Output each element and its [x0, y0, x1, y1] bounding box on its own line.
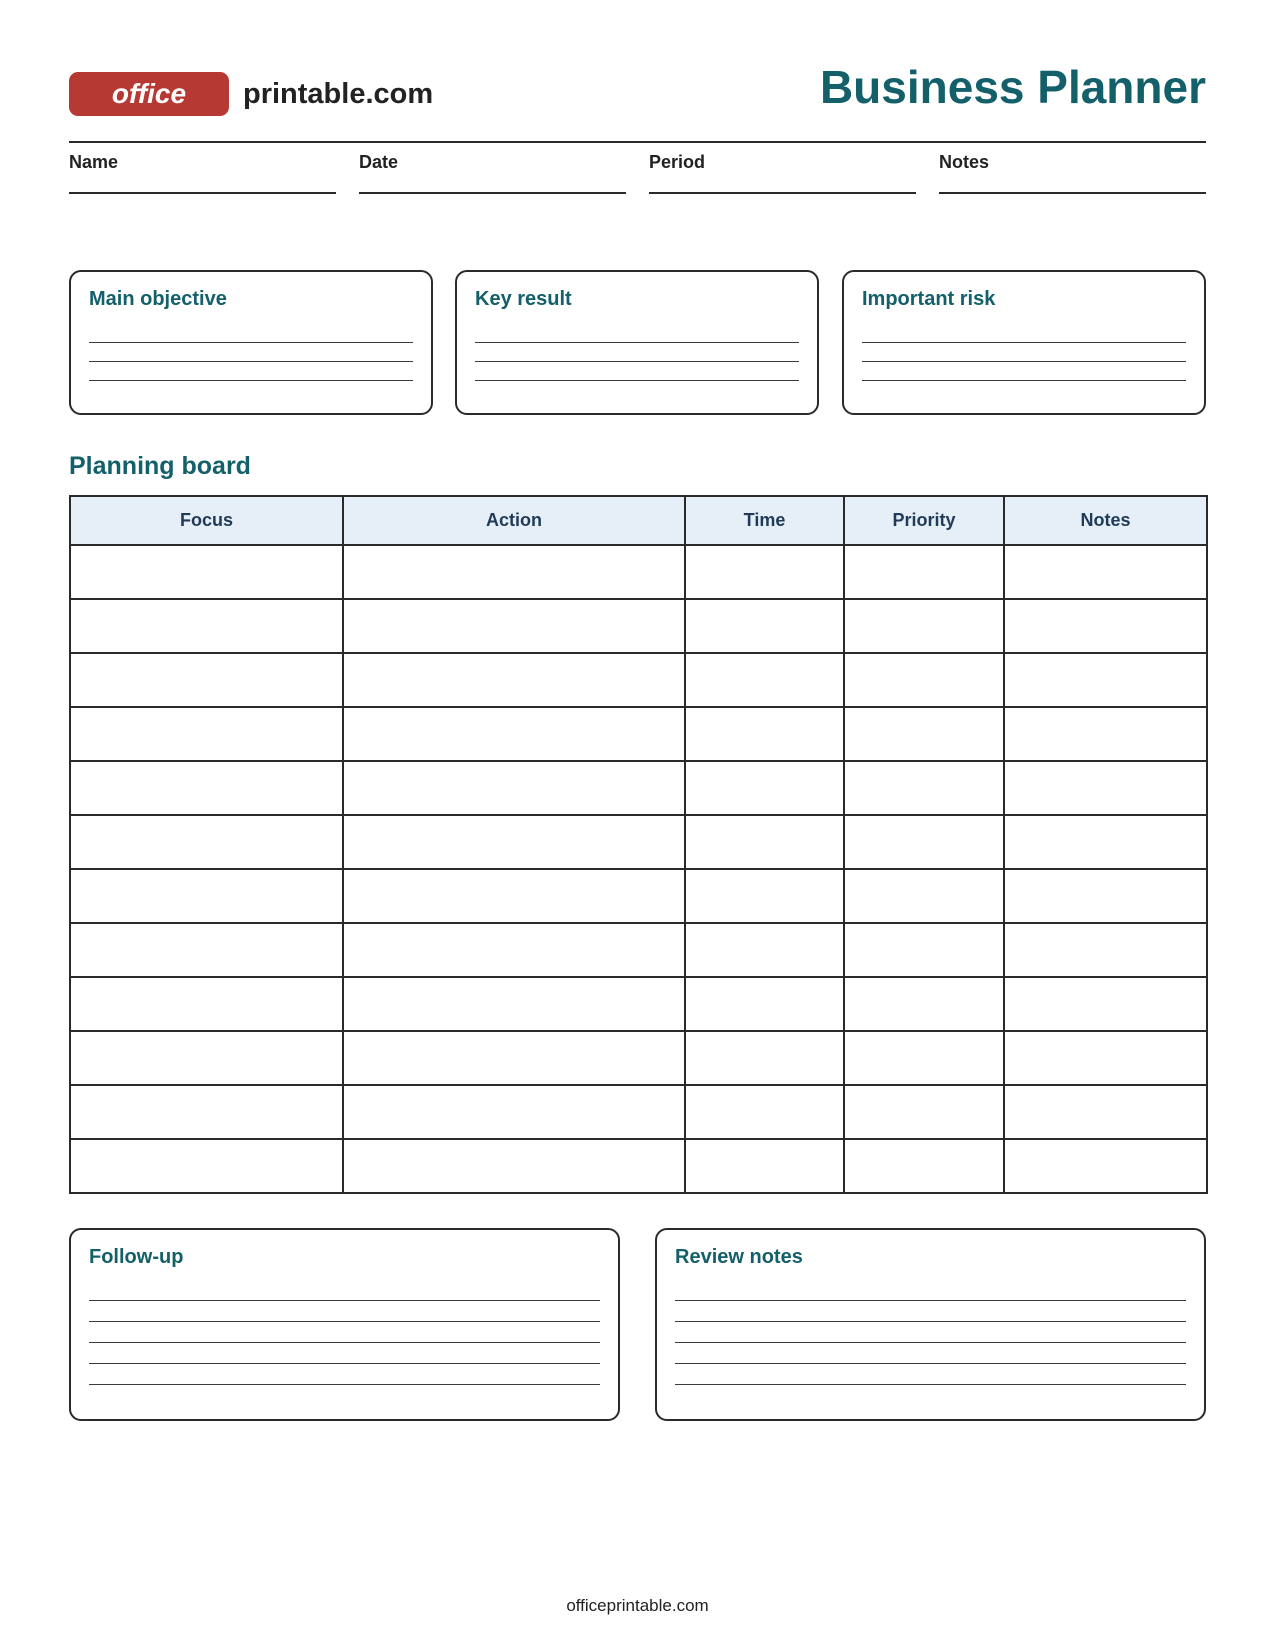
- planning-board-table: [69, 495, 1208, 1194]
- important-risk-title: Important risk: [862, 288, 996, 310]
- table-cell-notes[interactable]: [1004, 1031, 1207, 1085]
- writing-line: [675, 1321, 1186, 1322]
- table-cell-time[interactable]: [685, 653, 844, 707]
- date-field[interactable]: [359, 152, 626, 194]
- table-row: [70, 815, 1207, 869]
- table-cell-action[interactable]: [343, 869, 685, 923]
- table-cell-notes[interactable]: [1004, 653, 1207, 707]
- table-row: [70, 599, 1207, 653]
- table-cell-time[interactable]: [685, 1031, 844, 1085]
- table-row: [70, 1085, 1207, 1139]
- table-cell-notes[interactable]: [1004, 707, 1207, 761]
- column-header-focus: Focus: [70, 496, 343, 545]
- table-cell-time[interactable]: [685, 869, 844, 923]
- table-cell-time[interactable]: [685, 1139, 844, 1193]
- column-header-priority: Priority: [844, 496, 1004, 545]
- important-risk-card[interactable]: [842, 270, 1206, 415]
- page-title: Business Planner: [819, 61, 1206, 113]
- table-cell-priority[interactable]: [844, 869, 1004, 923]
- writing-line: [475, 342, 799, 343]
- notes-field-label: Notes: [939, 152, 990, 172]
- writing-line: [862, 342, 1186, 343]
- table-cell-action[interactable]: [343, 1139, 685, 1193]
- table-cell-action[interactable]: [343, 761, 685, 815]
- table-cell-focus[interactable]: [70, 815, 343, 869]
- table-cell-action[interactable]: [343, 707, 685, 761]
- review-notes-card[interactable]: [655, 1228, 1206, 1421]
- table-cell-priority[interactable]: [844, 545, 1004, 599]
- writing-line: [89, 361, 413, 362]
- table-cell-focus[interactable]: [70, 761, 343, 815]
- table-cell-notes[interactable]: [1004, 599, 1207, 653]
- table-cell-focus[interactable]: [70, 1139, 343, 1193]
- table-cell-focus[interactable]: [70, 653, 343, 707]
- table-row: [70, 869, 1207, 923]
- table-cell-priority[interactable]: [844, 923, 1004, 977]
- table-cell-priority[interactable]: [844, 1085, 1004, 1139]
- writing-line: [475, 361, 799, 362]
- column-header-action: Action: [343, 496, 685, 545]
- writing-line: [89, 1321, 600, 1322]
- table-row: [70, 653, 1207, 707]
- table-row: [70, 977, 1207, 1031]
- table-cell-priority[interactable]: [844, 1139, 1004, 1193]
- writing-line: [89, 1384, 600, 1385]
- table-cell-focus[interactable]: [70, 545, 343, 599]
- table-cell-action[interactable]: [343, 1031, 685, 1085]
- planning-board-body: [70, 545, 1207, 1193]
- table-cell-time[interactable]: [685, 599, 844, 653]
- table-cell-focus[interactable]: [70, 599, 343, 653]
- writing-line: [862, 380, 1186, 381]
- planning-board-title: Planning board: [69, 452, 251, 480]
- table-cell-time[interactable]: [685, 1085, 844, 1139]
- name-field-label: Name: [69, 152, 119, 172]
- writing-line: [89, 342, 413, 343]
- table-row: [70, 761, 1207, 815]
- column-header-notes: Notes: [1004, 496, 1207, 545]
- writing-line: [475, 380, 799, 381]
- table-cell-action[interactable]: [343, 599, 685, 653]
- table-cell-priority[interactable]: [844, 653, 1004, 707]
- table-header-row: [70, 496, 1207, 545]
- table-cell-notes[interactable]: [1004, 815, 1207, 869]
- table-cell-time[interactable]: [685, 923, 844, 977]
- table-cell-time[interactable]: [685, 707, 844, 761]
- table-cell-focus[interactable]: [70, 923, 343, 977]
- table-cell-action[interactable]: [343, 815, 685, 869]
- table-cell-notes[interactable]: [1004, 761, 1207, 815]
- table-cell-priority[interactable]: [844, 761, 1004, 815]
- table-row: [70, 707, 1207, 761]
- table-cell-notes[interactable]: [1004, 869, 1207, 923]
- column-header-time: Time: [685, 496, 844, 545]
- table-cell-notes[interactable]: [1004, 545, 1207, 599]
- table-cell-time[interactable]: [685, 761, 844, 815]
- notes-field[interactable]: [939, 152, 1206, 194]
- table-cell-priority[interactable]: [844, 1031, 1004, 1085]
- table-cell-notes[interactable]: [1004, 1085, 1207, 1139]
- writing-line: [675, 1363, 1186, 1364]
- table-row: [70, 545, 1207, 599]
- table-cell-notes[interactable]: [1004, 923, 1207, 977]
- key-result-card[interactable]: [455, 270, 819, 415]
- table-cell-priority[interactable]: [844, 599, 1004, 653]
- table-cell-priority[interactable]: [844, 815, 1004, 869]
- period-field-label: Period: [649, 152, 706, 172]
- table-cell-priority[interactable]: [844, 977, 1004, 1031]
- writing-line: [89, 380, 413, 381]
- table-row: [70, 1139, 1207, 1193]
- table-cell-action[interactable]: [343, 1085, 685, 1139]
- table-cell-notes[interactable]: [1004, 977, 1207, 1031]
- logo-badge: office: [69, 72, 229, 116]
- table-row: [70, 923, 1207, 977]
- table-cell-focus[interactable]: [70, 1031, 343, 1085]
- table-cell-time[interactable]: [685, 815, 844, 869]
- table-cell-action[interactable]: [343, 977, 685, 1031]
- name-field[interactable]: [69, 152, 336, 194]
- main-objective-card[interactable]: [69, 270, 433, 415]
- writing-line: [675, 1342, 1186, 1343]
- table-cell-action[interactable]: [343, 653, 685, 707]
- table-cell-focus[interactable]: [70, 1085, 343, 1139]
- writing-line: [89, 1300, 600, 1301]
- table-cell-notes[interactable]: [1004, 1139, 1207, 1193]
- writing-line: [89, 1363, 600, 1364]
- review-notes-title: Review notes: [675, 1246, 803, 1268]
- table-cell-focus[interactable]: [70, 707, 343, 761]
- period-field[interactable]: [649, 152, 916, 194]
- follow-up-card[interactable]: [69, 1228, 620, 1421]
- writing-line: [89, 1342, 600, 1343]
- table-cell-action[interactable]: [343, 545, 685, 599]
- header-divider: [69, 141, 1206, 143]
- table-row: [70, 1031, 1207, 1085]
- table-cell-time[interactable]: [685, 545, 844, 599]
- table-cell-time[interactable]: [685, 977, 844, 1031]
- key-result-title: Key result: [475, 288, 572, 310]
- follow-up-title: Follow-up: [89, 1246, 184, 1268]
- writing-line: [675, 1384, 1186, 1385]
- table-cell-focus[interactable]: [70, 977, 343, 1031]
- writing-line: [862, 361, 1186, 362]
- table-cell-focus[interactable]: [70, 869, 343, 923]
- logo-text: printable.com: [243, 78, 434, 110]
- writing-line: [675, 1300, 1186, 1301]
- footer-url: officeprintable.com: [566, 1596, 709, 1615]
- main-objective-title: Main objective: [89, 288, 227, 310]
- table-cell-action[interactable]: [343, 923, 685, 977]
- date-field-label: Date: [359, 152, 399, 172]
- table-cell-priority[interactable]: [844, 707, 1004, 761]
